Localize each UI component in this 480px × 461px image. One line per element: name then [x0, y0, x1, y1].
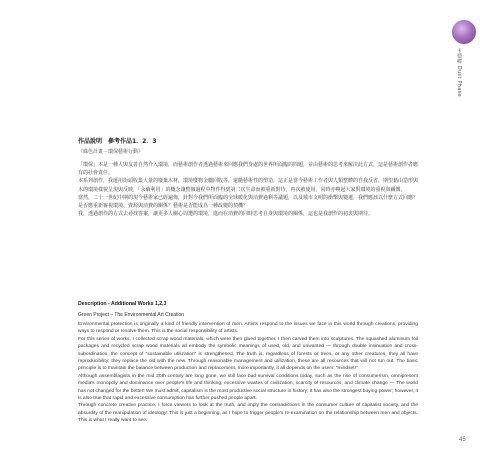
- english-paragraph: For this series of works, I collected scrap wood materials, which were then glued together. I then carved them into sculptures. The squashed aluminum foil packages and recycled scrap wood materials all embody the symbolic meanings of used, old, and unwanted — through double insinuation and cross-subordination, the concept of "sustainable utilization" is strengthened. The truth is, regardless of forests or trees, or any other creatures, they all have reproducibility; they replace the old with the new. Through reasonable management and utilization, these are all resources that will not run out. The basic principle is to maintain the balance between production and replacement, more importantly, it all depends on the users' "mindset!": [78, 336, 418, 372]
- chinese-paragraph: 當然，二十一世紀中期的現今藝術家已經遍佈，針對今我們所面臨的全球暖化與消費過剩等議題，以及城市文明的衝擊與變遷，我們應該以什麼方式回應？是否應重新審視環境、資源與消費的關係？藝術是否能成為一種改變的契機？: [78, 194, 419, 210]
- english-paragraph: Through concrete creative practice, I force viewers to look at the truth, and imply the contradictions in the consumer culture of capitalist society, and the absurdity of the manipulation of ideology! This is just a beginning, as I hope to trigger people's re-examination on the relationship between men and objects. This is what I really want to see.: [78, 403, 418, 424]
- english-subtitle: Green Project – The Environmental Art Creation: [78, 312, 185, 318]
- side-tab-orb-icon: [452, 20, 476, 44]
- page-number: 45: [459, 437, 466, 443]
- chinese-title: 作品說明 參考作品1．2．3: [78, 138, 157, 145]
- side-tab-label: 卡德鄉 Dust Phase: [456, 48, 462, 97]
- english-paragraph: Although assemblagists in the mid 20th century are long gone, we still face bad survival conditions today, such as the rise of consumerism, omnipresent media's monopoly and dominance over people's life and thinking, excessive wastes of civilization, scarcity of resources, and climate change — The world has not changed for the better! We must admit, capitalism is the most productive social structure in history; it has also the strongest buying power; however, it is also true that rapid and excessive consumption has further pushed people apart.: [78, 373, 418, 402]
- english-paragraph: Environmental protection is originally a kind of friendly intervention of men. Artists respond to the issues we face in this world through creations, providing ways to respond or resolve them. This is the social responsibility of artists.: [78, 322, 418, 335]
- english-title: Description - Additional Works 1,2,3: [78, 301, 167, 307]
- english-description-block: [78, 301, 418, 425]
- chinese-paragraph: 本系列創作，我運用街頭收集大量的廢棄木材，環境廢物金屬回收等，還隨藝術性的塑造，這正是當今藝術工作者與人類整體的自我反省，期望藉由造形與木的環境樣貌呈現與反映，「永續利用」的概念讓整個過程中物件得到第二次生命而被重新對待，再次被使用，同時亦喚起大家對環境的重視與關懷。: [78, 178, 419, 193]
- chinese-description-block: [78, 138, 418, 218]
- chinese-paragraph: 我，透過創作的方式去尋找答案，讓更多人關心周遭的環境，進而在消費的同時思考自身與環境的關係，這也是我創作的初衷與期待。: [78, 211, 374, 218]
- chinese-paragraph: 「環保」本是一種人與友善自然介入環境，而藝術創作者透過藝術來回應我們身處的世界所面臨的問題，並由藝術的思考來解決此方式，這是藝術創作者應有的社會責任。: [78, 162, 419, 177]
- chinese-subtitle: 《綠色計畫－環保藝術行動》: [78, 149, 144, 155]
